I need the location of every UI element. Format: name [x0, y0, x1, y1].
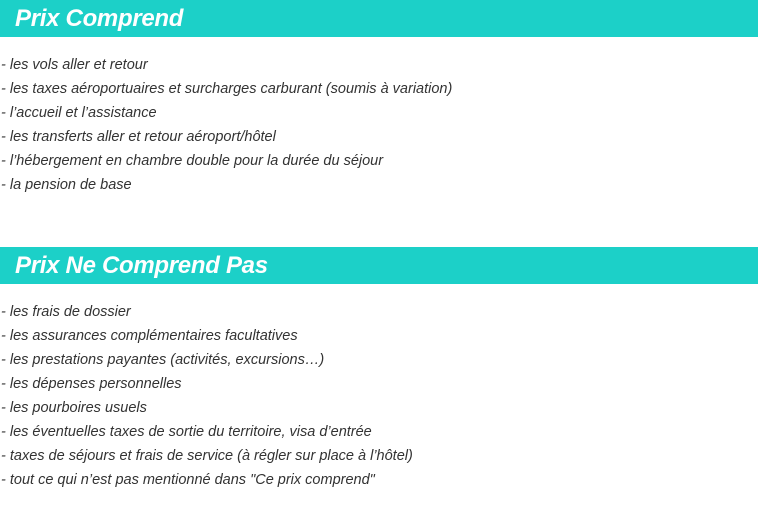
list-item: - taxes de séjours et frais de service (à régler sur place à l’hôtel): [1, 448, 413, 464]
price-includes-heading: Prix Comprend: [0, 0, 758, 37]
list-item: - les taxes aéroportuaires et surcharges carburant (soumis à variation): [1, 81, 453, 97]
list-item: - la pension de base: [1, 177, 132, 193]
price-excludes-heading: Prix Ne Comprend Pas: [0, 247, 758, 284]
list-item: - les vols aller et retour: [1, 57, 148, 73]
list-item: - les prestations payantes (activités, excursions…): [1, 352, 325, 368]
list-item: - l’hébergement en chambre double pour la durée du séjour: [1, 153, 384, 169]
price-excludes-list: [0, 284, 758, 492]
list-item: - les assurances complémentaires facultatives: [1, 328, 298, 344]
price-includes-list: [0, 37, 758, 197]
list-item: - l’accueil et l’assistance: [1, 105, 157, 121]
list-item: - les éventuelles taxes de sortie du territoire, visa d’entrée: [1, 424, 372, 440]
list-item: - les dépenses personnelles: [1, 376, 182, 392]
price-includes-section: [0, 0, 758, 197]
list-item: - les transferts aller et retour aéroport/hôtel: [1, 129, 276, 145]
price-excludes-section: [0, 247, 758, 492]
list-item: - les pourboires usuels: [1, 400, 147, 416]
list-item: - les frais de dossier: [1, 304, 131, 320]
list-item: - tout ce qui n’est pas mentionné dans "Ce prix comprend": [1, 472, 375, 488]
